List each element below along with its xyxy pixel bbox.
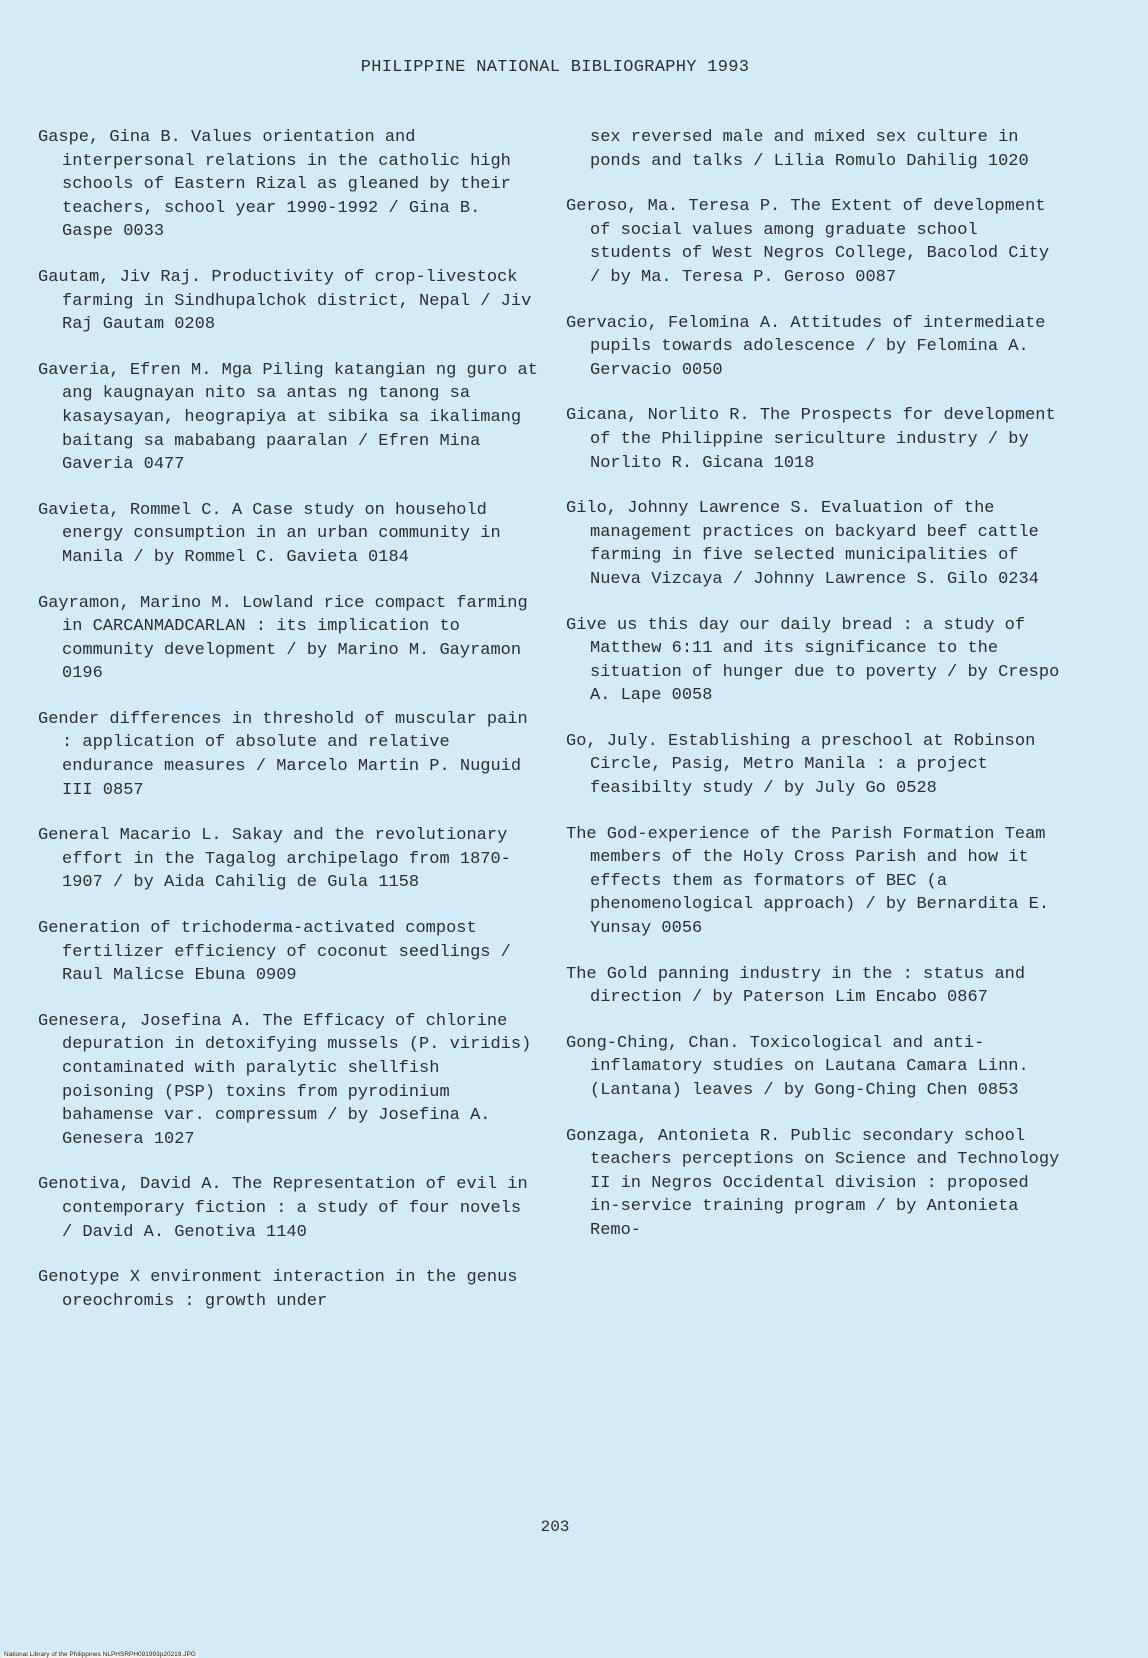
scan-footer: National Library of the Philippines NLPHSRPH091993p20219.JPG	[4, 1651, 196, 1658]
right-column	[566, 126, 1070, 1265]
page-number: 203	[540, 1518, 570, 1536]
bibliography-entry: Gaspe, Gina B. Values orientation and interpersonal relations in the catholic high schools of Eastern Rizal as gleaned by their teachers, school year 1990-1992 / Gina B. Gaspe 0033	[38, 128, 522, 242]
bibliography-entry: Give us this day our daily bread : a study of Matthew 6:11 and its significance to the situation of hunger due to poverty / by Crespo A. Lape 0058	[566, 615, 1070, 706]
bibliography-entry: Generation of trichoderma-activated compost fertilizer efficiency of coconut seedlings / Raul Malicse Ebuna 0909	[38, 919, 522, 986]
bibliography-entry: Gender differences in threshold of muscular pain : application of absolute and relative endurance measures / Marcelo Martin P. Nuguid III 0857	[38, 709, 538, 800]
bibliography-entry: The God-experience of the Parish Formation Team members of the Holy Cross Parish and how it effects them as formators of BEC (a phenomenological approach) / by Bernardita E. Yunsay 0056	[566, 824, 1060, 939]
bibliography-entry: The Gold panning industry in the : status and direction / by Paterson Lim Encabo 0867	[566, 964, 1036, 1008]
bibliography-entry: Genotiva, David A. The Representation of evil in contemporary fiction : a study of four novels / David A. Genotiva 1140	[38, 1175, 538, 1242]
page-header: PHILIPPINE NATIONAL BIBLIOGRAPHY 1993	[360, 58, 750, 77]
bibliography-entry: General Macario L. Sakay and the revolutionary effort in the Tagalog archipelago from 1870-1907 / by Aida Cahilig de Gula 1158	[38, 826, 518, 893]
bibliography-entry: Gilo, Johnny Lawrence S. Evaluation of the management practices on backyard beef cattle farming in five selected municipalities of Nueva Vizcaya / Johnny Lawrence S. Gilo 0234	[566, 499, 1050, 589]
bibliography-entry: Genesera, Josefina A. The Efficacy of chlorine depuration in detoxifying mussels (P. viridis) contaminated with paralytic shellfish poisoning (PSP) toxins from pyrodinium bahamense var. compressum / by Josefina A. Genesera 1027	[38, 1011, 542, 1149]
bibliography-entry: Gavieta, Rommel C. A Case study on household energy consumption in an urban community in Manila / by Rommel C. Gavieta 0184	[38, 500, 511, 567]
bibliography-entry: Gonzaga, Antonieta R. Public secondary school teachers perceptions on Science and Technology II in Negros Occidental division : proposed in-service training program / by Antonieta Remo-	[566, 1126, 1070, 1240]
bibliography-entry: Gervacio, Felomina A. Attitudes of intermediate pupils towards adolescence / by Felomina A. Gervacio 0050	[566, 313, 1056, 380]
bibliography-entry: Gicana, Norlito R. The Prospects for development of the Philippine sericulture industry / by Norlito R. Gicana 1018	[566, 406, 1066, 473]
bibliography-entry: Gayramon, Marino M. Lowland rice compact farming in CARCANMADCARLAN : its implication to community development / by Marino M. Gayramon 0196	[38, 593, 538, 684]
left-column	[38, 126, 549, 1335]
bibliography-entry: Gautam, Jiv Raj. Productivity of crop-livestock farming in Sindhupalchok district, Nepal / Jiv Raj Gautam 0208	[38, 267, 542, 335]
bibliography-entry: Gaveria, Efren M. Mga Piling katangian ng guro at ang kaugnayan nito sa antas ng tanong sa kasaysayan, heograpiya at sibika sa ikalimang baitang sa mababang paaralan / Efren Mina Gaveria 0477	[38, 360, 549, 475]
bibliography-entry-continued: sex reversed male and mixed sex culture in ponds and talks / Lilia Romulo Dahilig 1020	[590, 128, 1029, 171]
bibliography-entry: Geroso, Ma. Teresa P. The Extent of development of social values among graduate school students of West Negros College, Bacolod City / by Ma. Teresa P. Geroso 0087	[566, 197, 1060, 287]
bibliography-entry: Go, July. Establishing a preschool at Robinson Circle, Pasig, Metro Manila : a project feasibilty study / by July Go 0528	[566, 731, 1046, 799]
bibliography-entry: Genotype X environment interaction in the genus oreochromis : growth under	[38, 1268, 528, 1311]
bibliography-entry: Gong-Ching, Chan. Toxicological and anti-inflamatory studies on Lautana Camara Linn. (Lantana) leaves / by Gong-Ching Chen 0853	[566, 1033, 1039, 1100]
